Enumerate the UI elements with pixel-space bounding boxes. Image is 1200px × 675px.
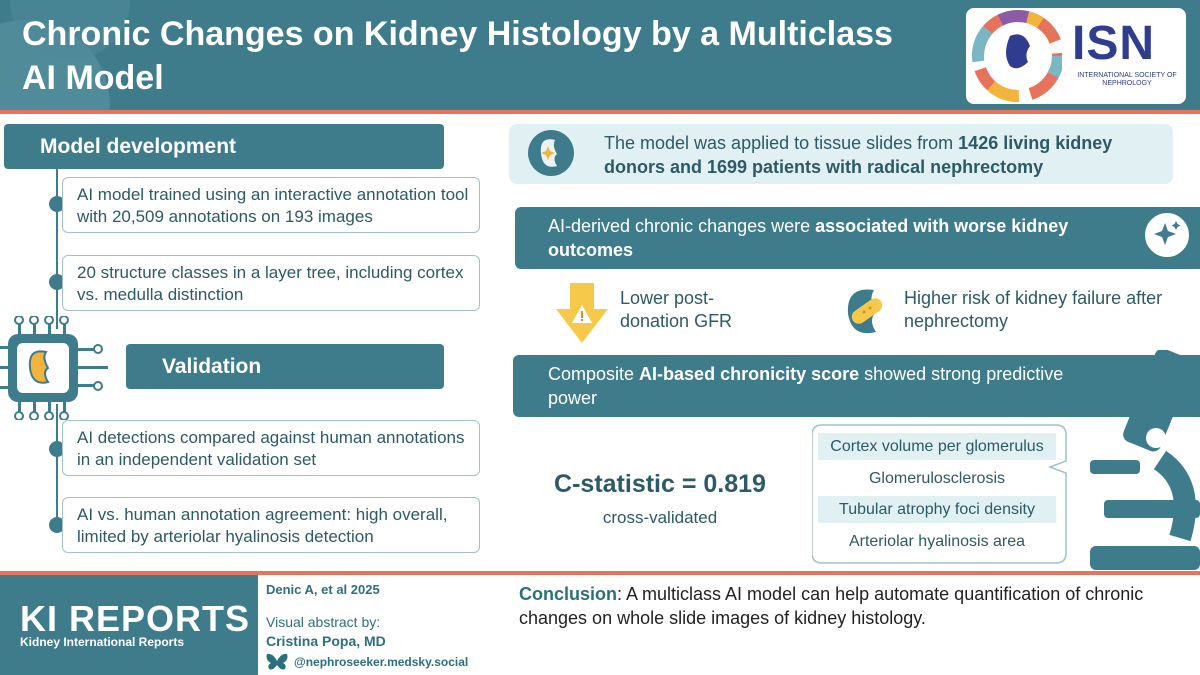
ai-chip-icon xyxy=(0,316,110,420)
header-divider xyxy=(0,110,1200,114)
kidney-failure-risk-text: Higher risk of kidney failure after nephrectomy xyxy=(904,288,1163,331)
validation-label: Validation xyxy=(162,354,262,378)
feature-item: Glomerulosclerosis xyxy=(868,470,1006,487)
feature-item: Tubular atrophy foci density xyxy=(818,496,1056,523)
composite-score-text: Composite AI-based chronicity score showed strong predictive power xyxy=(548,364,1064,408)
isn-logo-text: ISN xyxy=(1072,17,1156,70)
conclusion-label: Conclusion xyxy=(519,584,617,604)
visual-abstract-label: Visual abstract by: xyxy=(266,614,381,630)
model-development-heading xyxy=(4,124,444,169)
social-handle: @nephroseeker.medsky.social xyxy=(294,655,469,669)
model-dev-item: AI model trained using an interactive annotation tool with 20,509 annotations on 193 images xyxy=(62,177,480,233)
validation-item: AI detections compared against human annotations in an independent validation set xyxy=(62,420,480,476)
warning-arrow-down-icon xyxy=(556,283,608,345)
sparkle-icon xyxy=(1143,211,1191,259)
feature-item: Cortex volume per glomerulus xyxy=(818,433,1056,460)
timeline-line xyxy=(56,169,58,329)
validation-item: AI vs. human annotation agreement: high overall, limited by arteriolar hyalinosis detection xyxy=(62,497,480,553)
application-text: The model was applied to tissue slides from 1426 living kidney donors and 1699 patients with radical nephrectomy xyxy=(604,133,1113,177)
butterfly-icon xyxy=(266,653,288,671)
validation-heading xyxy=(126,344,444,389)
model-dev-item: 20 structure classes in a layer tree, including cortex vs. medulla distinction xyxy=(62,255,480,311)
model-development-label: Model development xyxy=(40,134,237,158)
c-statistic-value: C-statistic = 0.819 xyxy=(554,470,766,498)
page-title: Chronic Changes on Kidney Histology by a Multiclass AI Model xyxy=(22,15,893,97)
citation: Denic A, et al 2025 xyxy=(266,582,380,597)
feature-item: Arteriolar hyalinosis area xyxy=(848,533,1026,550)
journal-subtitle: Kidney International Reports xyxy=(20,635,185,649)
lower-gfr-text: Lower post-donation GFR xyxy=(620,288,733,331)
journal-title: KI REPORTS xyxy=(20,598,251,639)
isn-logo-subtitle: INTERNATIONAL SOCIETY OF NEPHROLOGY xyxy=(1077,72,1177,87)
association-text: AI-derived chronic changes were associated with worse kidney outcomes xyxy=(548,216,1069,260)
c-statistic-note: cross-validated xyxy=(602,508,718,527)
timeline-line xyxy=(56,404,58,532)
kidney-bandage-icon xyxy=(840,284,896,340)
microscope-icon xyxy=(1060,350,1200,570)
author-name: Cristina Popa, MD xyxy=(266,633,386,649)
isn-globe-icon xyxy=(966,8,1062,104)
conclusion-text: Conclusion: A multiclass AI model can help automate quantification of chronic changes on whole slide images of kidney histology. xyxy=(519,584,1144,628)
kidney-sparkle-icon xyxy=(528,130,574,176)
